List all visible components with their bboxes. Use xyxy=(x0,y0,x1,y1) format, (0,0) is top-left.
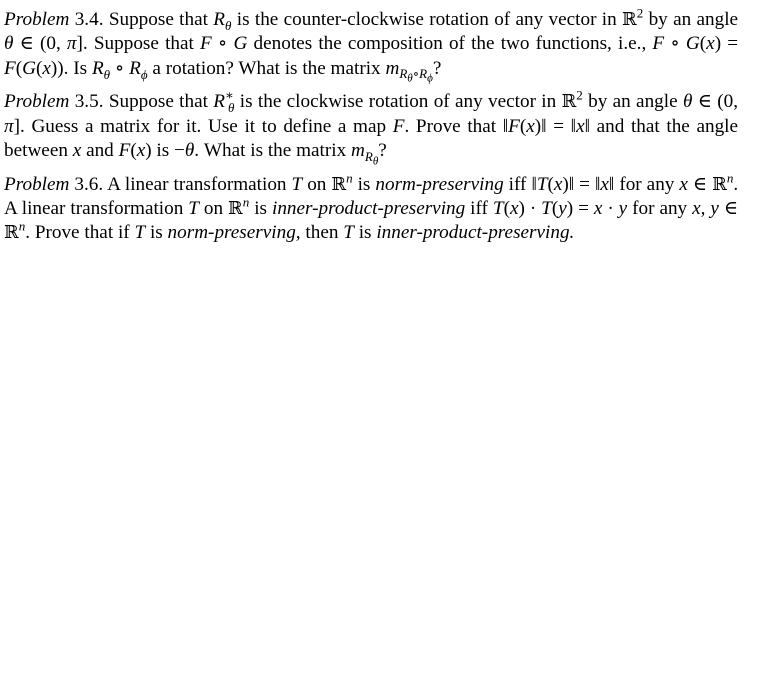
text: by an angle xyxy=(648,9,739,30)
term-norm-preserving: norm-preserving xyxy=(375,173,504,195)
math-t: T xyxy=(134,222,146,244)
text: then xyxy=(305,222,339,244)
text: is xyxy=(254,198,268,220)
problem-heading: Problem xyxy=(4,173,70,195)
text: on xyxy=(307,173,327,195)
problem-heading: Problem xyxy=(4,91,70,113)
math-rn: ℝ$^n$ xyxy=(331,170,353,195)
math-norm-t-equality: ‖T(x)‖ = ‖x‖ xyxy=(531,173,615,195)
math-dot-product-equality: T(x) · T(y) = x · y xyxy=(492,198,628,220)
math-r-theta-star: $R^∗_\theta$ xyxy=(213,88,235,116)
math-f: F. xyxy=(392,115,410,137)
text: is xyxy=(149,222,163,244)
math-x: x xyxy=(72,139,82,161)
text: for any xyxy=(632,198,688,220)
text: Prove that if xyxy=(34,222,130,244)
math-t: T xyxy=(188,198,199,220)
text: Suppose that xyxy=(108,91,208,113)
text: Suppose that xyxy=(93,33,194,55)
text: is xyxy=(357,173,371,195)
text: on xyxy=(203,198,224,220)
problem-number: 3.6. xyxy=(74,173,104,195)
problem-number: 3.4. xyxy=(74,9,104,30)
text: Guess a matrix for it. xyxy=(31,115,202,137)
math-r-theta: $R_\theta$ xyxy=(213,9,232,33)
math-composition-def: F ∘ G(x) = F(G(x)). xyxy=(4,33,739,79)
text: denotes the composition of the two functions, i.e., xyxy=(253,33,647,55)
math-x-in-rn: x ∈ ℝ$^n$. xyxy=(679,170,739,195)
problem-3-6 xyxy=(4,170,739,246)
text: a rotation? xyxy=(152,57,234,79)
math-minus-theta: −θ. xyxy=(174,139,200,161)
text: Is xyxy=(73,57,88,79)
text: iff xyxy=(508,173,527,195)
text: iff xyxy=(470,198,488,220)
term-inner-product-preserving: inner-product-preserving xyxy=(271,198,466,220)
math-f-of-x: F(x) xyxy=(118,139,152,161)
text: Suppose that xyxy=(108,9,208,30)
problem-3-4 xyxy=(4,5,739,86)
math-r-theta-compose-r-phi: $R_\theta$ ∘ $R_\phi$ xyxy=(91,57,148,82)
problem-3-5 xyxy=(4,88,739,168)
text: and xyxy=(86,139,114,161)
math-theta-in-interval: θ ∈ (0, π]. xyxy=(4,33,88,55)
text: What is the matrix xyxy=(203,139,347,161)
term-norm-preserving: norm-preserving, xyxy=(167,222,301,244)
math-norm-equality: ‖F(x)‖ = ‖x‖ xyxy=(502,115,590,137)
text: is the counter-clockwise rotation of any vector in xyxy=(236,9,617,30)
text: A linear transformation xyxy=(107,173,287,195)
problem-number: 3.5. xyxy=(74,91,104,113)
math-f-compose-g: F ∘ G xyxy=(200,33,248,55)
text: is the clockwise rotation of any vector in xyxy=(239,91,557,113)
text: A linear transformation xyxy=(4,198,184,220)
math-matrix-r-theta: $m_{R_\theta}$? xyxy=(350,139,387,168)
text: Prove that xyxy=(415,115,497,137)
math-r2: ℝ$^2$ xyxy=(561,88,583,113)
problem-heading: Problem xyxy=(4,9,70,30)
text: and that the angle between xyxy=(4,115,739,161)
text: is xyxy=(156,139,170,161)
text: What is the matrix xyxy=(238,57,381,79)
term-inner-product-preserving: inner-product-preserving. xyxy=(376,222,575,244)
math-t: T xyxy=(291,173,303,195)
text: is xyxy=(358,222,372,244)
math-xy-in-rn: x, y ∈ ℝ$^n$. xyxy=(4,198,739,244)
math-t: T xyxy=(343,222,354,244)
text: by an angle xyxy=(588,91,678,113)
math-r2: ℝ$^2$ xyxy=(622,5,644,30)
text: for any xyxy=(619,173,675,195)
math-rn: ℝ$^n$ xyxy=(228,194,250,220)
text: Use it to define a map xyxy=(207,115,387,137)
document-page xyxy=(4,5,739,255)
math-theta-in-interval: θ ∈ (0, π]. xyxy=(4,91,738,137)
math-matrix-composition: $m_{R_\theta\circ R_\phi}$? xyxy=(385,57,442,86)
